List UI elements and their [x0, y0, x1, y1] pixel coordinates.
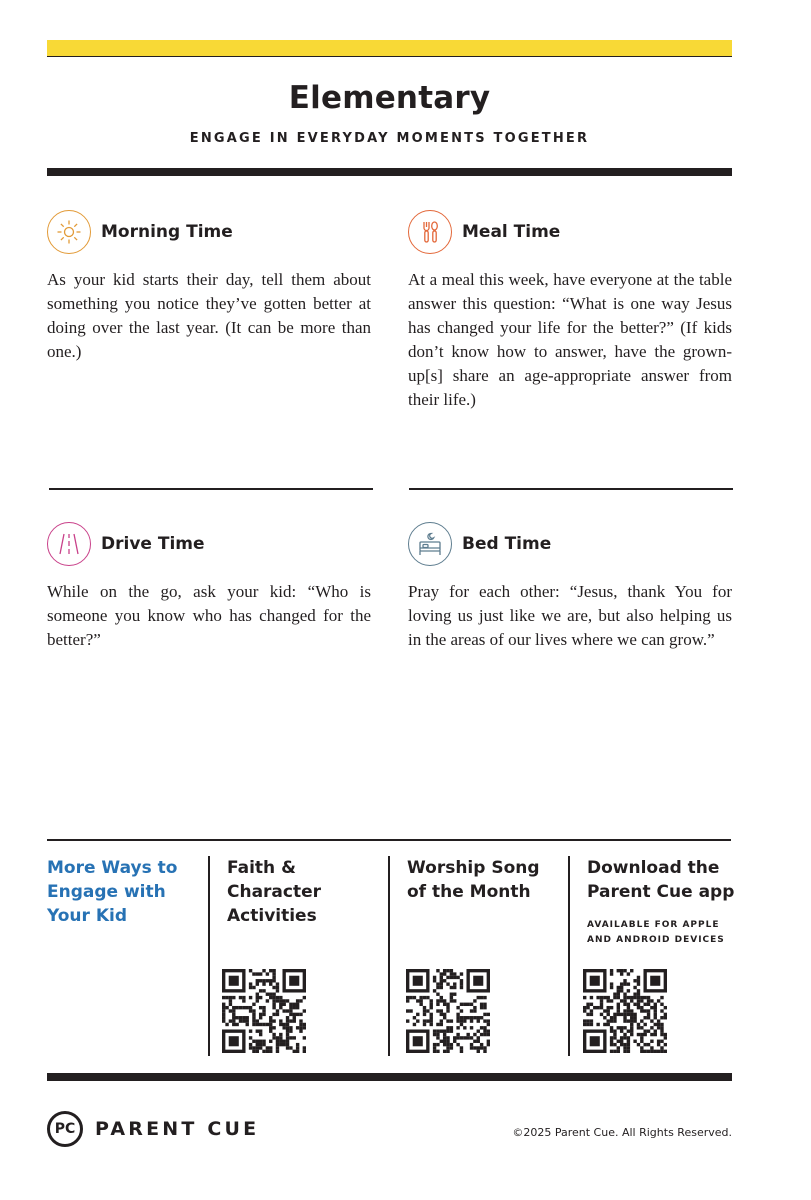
card-title: Drive Time: [101, 534, 205, 554]
section-divider-right: [409, 488, 733, 490]
card-title: Meal Time: [462, 222, 561, 242]
footer-rule: [47, 839, 731, 841]
card-title: Bed Time: [462, 534, 552, 554]
column-divider: [568, 856, 570, 1056]
app-availability-note: AVAILABLE FOR APPLE AND ANDROID DEVICES: [587, 920, 725, 945]
faith-activities-title: Faith & Character Activities: [227, 858, 322, 926]
page-title: Elementary: [288, 80, 491, 116]
fork-spoon-icon: [408, 210, 452, 254]
logo-text: PARENT CUE: [95, 1118, 260, 1140]
section-divider-left: [49, 488, 373, 490]
card-body: Pray for each other: “Jesus, thank You for loving us just like we are, but also helping us in the areas of our lives where we can grow.”: [408, 582, 732, 649]
qr-code-faith[interactable]: [222, 969, 306, 1053]
card-body: While on the go, ask your kid: “Who is someone you know who has changed for the better?”: [47, 582, 371, 649]
download-app-title: Download the Parent Cue app: [587, 858, 735, 902]
header-rule: [47, 56, 732, 57]
qr-code-app[interactable]: [583, 969, 667, 1053]
card-title: Morning Time: [101, 222, 233, 242]
card-drive-time: [47, 522, 371, 652]
header-divider: [47, 168, 732, 176]
card-body: As your kid starts their day, tell them about something you notice they’ve gotten better at doing over the last year. (It can be more than one.): [47, 270, 371, 361]
road-icon: [47, 522, 91, 566]
footer-divider: [47, 1073, 732, 1081]
more-ways-heading: More Ways to Engage with Your Kid: [47, 858, 178, 926]
qr-code-worship[interactable]: [406, 969, 490, 1053]
card-meal-time: [408, 210, 732, 412]
logo-mark: PC: [47, 1111, 83, 1147]
accent-bar: [47, 40, 732, 56]
card-body: At a meal this week, have everyone at the table answer this question: “What is one way Jesus has changed your life for the better?” (If kids don’t know how to answer, have the grown-up[s] share an age-appropriate answer from their life.): [408, 270, 732, 409]
page-subtitle: ENGAGE IN EVERYDAY MOMENTS TOGETHER: [189, 131, 590, 146]
worship-song-title: Worship Song of the Month: [407, 858, 540, 902]
card-morning-time: [47, 210, 371, 364]
copyright-text: ©2025 Parent Cue. All Rights Reserved.: [512, 1126, 732, 1139]
bed-moon-icon: [408, 522, 452, 566]
column-divider: [208, 856, 210, 1056]
sun-icon: [47, 210, 91, 254]
column-divider: [388, 856, 390, 1056]
parent-cue-logo: [47, 1111, 259, 1147]
card-bed-time: [408, 522, 732, 652]
